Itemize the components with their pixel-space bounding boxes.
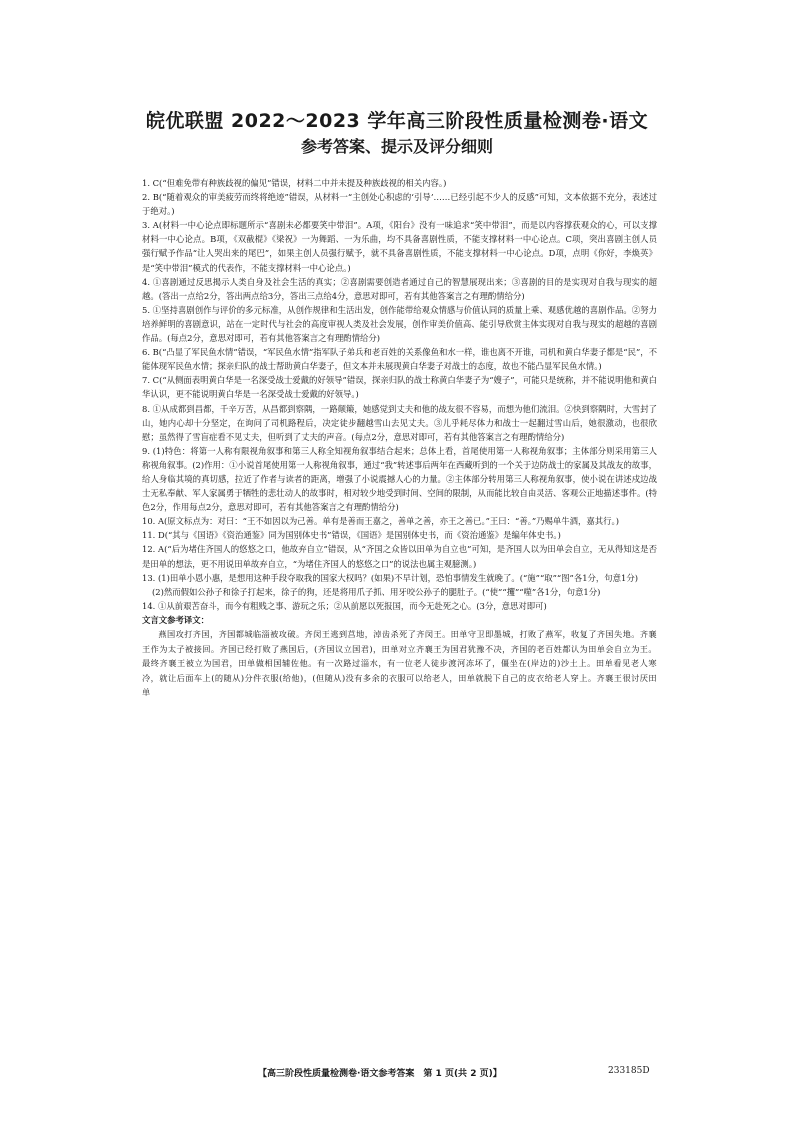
answer-item-9: 9. (1)特色：将第一人称有限视角叙事和第三人称全知视角叙事结合起来；总体上看，首尾使用第一人称视角叙事；主体部分则采用第三人称视角叙事。(2)作用：①小说首尾使用第一人称视角叙事，通过“我”转述事后两年在西藏听到的一个关于边防战士的家属及其战友的故事，给人身临其境的真切感，拉近了作者与读者的距离，增强了小说震撼人心的力量。②主体部分转用第三人称视角叙事，使小说在讲述戍边战士无私奉献、军人家属勇于牺牲的悲壮动人的故事时，相对较少地受到时间、空间的限制，从而能比较自由灵活、客观公正地描述事件。(特色2分，作用每点2分，意思对即可，若有其他答案言之有理酌情给分): [142, 445, 657, 513]
answer-item-12: 12. A(“后为堵住齐国人的悠悠之口，他故弃自立”错误，从“齐国之众皆以田单为自立也”可知，是齐国人以为田单会自立，无从得知这是否是田单的想法，更不用说田单故弃自立，“为堵住齐国人的悠悠之口”的说法也属主观臆测。): [142, 544, 657, 569]
page-footer: 【高三阶段性质量检测卷·语文参考答案 第 1 页(共 2 页)】: [258, 1069, 502, 1079]
answer-item-2: 2. B(“随着观众的审美疲劳而终将绝迹”错误，从材料一“主创处心积虑的‘引导’……已经引起不少人的反感”可知，文本依据不充分，表述过于绝对。): [142, 192, 657, 217]
answer-list: [142, 176, 657, 700]
answer-item-10: 10. A(原文标点为：对曰：“王不如因以为己善。单有是善而王嘉之，善单之善，亦王之善已。”王曰：“善。”乃赐单牛酒，嘉其行。): [142, 516, 619, 527]
answer-item-5: 5. ①坚持喜剧创作与评价的多元标准，从创作规律和生活出发，创作能带给观众情感与价值认同的质量上乘、观感优越的喜剧作品。②努力培养鲜明的喜剧意识，站在一定时代与社会的高度审视人类及社会发展，创作审美价值高、能引导欣赏主体实现对自我与现实的超越的喜剧作品。(每点2分，意思对即可，若有其他答案言之有理酌情给分): [142, 304, 657, 344]
answer-item-13-1: 13. (1)田单小恩小惠，是想用这种手段夺取我的国家大权吗？(如果)不早计划，恐怕事情发生就晚了。(“施”“取”“图”各1分，句意1分): [142, 572, 639, 583]
answer-item-11: 11. D(“其与《国语》《资治通鉴》同为国别体史书”错误，《国语》是国别体史书，而《资治通鉴》是编年体史书。): [142, 530, 561, 541]
document-title: 皖优联盟 2022～2023 学年高三阶段性质量检测卷·语文: [145, 110, 649, 132]
answer-item-14: 14. ①从前艰苦奋斗，而今有粗贱之事、游玩之乐；②从前愿以死报国，而今无赴死之心。(3分，意思对即可): [142, 600, 547, 611]
answer-item-7: 7. C(“从侧面表明黄白华是一名深受战士爱戴的好领导”错误，探亲归队的战士称黄白华妻子为“嫂子”，可能只是统称，并不能说明他和黄白华认识，更不能说明黄白华是一名深受战士爱戴的好领导。): [142, 375, 657, 400]
answer-item-8: 8. ①从成都到昌都，千辛万苦，从昌都到察隅，一路颠簸，她感觉到丈夫和他的战友很不容易，而想为他们流泪。②快到察隅时，大雪封了山，她内心却十分坚定，在询问了司机路程后，决定徒步翻越雪山去见丈夫。③儿乎耗尽体力和战士一起翻过雪山后，她很激动，也很欣慰；虽然得了雪盲症看不见丈夫，但听到了丈夫的声音。(每点2分，意思对即可，若有其他答案言之有理酌情给分): [142, 403, 657, 442]
document-code: 233185D: [608, 1066, 650, 1076]
answer-item-3: 3. A(材料一中心论点即标题所示“喜剧未必都要笑中带泪”。A项，《阳台》没有一味追求“笑中带泪”，而是以内容撑获观众的心，可以支撑材料一中心论点。B项，《双截棍》《梁祝》一为舞蹈、一为乐曲，均不具备喜剧性质，不能支撑材料一中心论点。C项，突出喜剧主创人员强行赋予作品“让人哭出来的尾巴”，如果主创人员强行赋予，就不具备喜剧性质，不能支撑材料一中心论点。D项，点明《你好，李焕英》是“笑中带泪”模式的代表作，不能支撑材料一中心论点。): [142, 220, 657, 273]
translation-text: 燕国攻打齐国，齐国都城临淄被攻破。齐闵王逃到莒地，淖齿杀死了齐闵王。田单守卫即墨城，打败了燕军，收复了齐国失地。齐襄王作为太子被接回。齐国已经打败了燕国后，(齐国议立国君)，田单对立齐襄王为国君犹豫不决，齐国的老百姓都认为田单会自立为王。最终齐襄王被立为国君，田单做相国辅佐他。有一次路过淄水，有一位老人徒步渡河冻坏了，僵坐在(岸边的)沙土上。田单看见老人寒冷，就让后面车上(的随从)分件衣服(给他)，(但随从)没有多余的衣服可以给老人，田单就脱下自己的皮衣给老人穿上。齐襄王很讨厌田单: [142, 629, 657, 698]
document-subtitle: 参考答案、提示及评分细则: [300, 137, 493, 156]
answer-item-6: 6. B(“凸显了军民鱼水情”错误，“军民鱼水情”指军队子弟兵和老百姓的关系像鱼和水一样，谁也离不开谁，司机和黄白华妻子都是“民”，不能体现军民鱼水情；探亲归队的战士帮助黄白华妻子，但文本并未展现黄白华妻子对战士的态度，故也不能凸显军民鱼水情。): [142, 347, 657, 372]
answer-item-13-2: (2)然而假如公孙子和徐子打起来，徐子的狗，还是将用爪子抓、用牙咬公孙子的腿肚子。(“使”“攫”“噬”各1分，句意1分): [152, 586, 601, 597]
answer-item-1: 1. C(“但难免带有种族歧视的偏见”错误，材料二中并未提及种族歧视的相关内容。): [142, 178, 447, 188]
answer-item-4: 4. ①喜剧通过反思揭示人类自身及社会生活的真实；②喜剧需要创造者通过自己的智慧展现出来；③喜剧的目的是实现对自我与现实的超越。(答出一点给2分，答出两点给3分，答出三点给4分，意思对即可，若有其他答案言之有理酌情给分): [142, 276, 657, 301]
translation-heading: 文言文参考译文：: [142, 614, 209, 625]
